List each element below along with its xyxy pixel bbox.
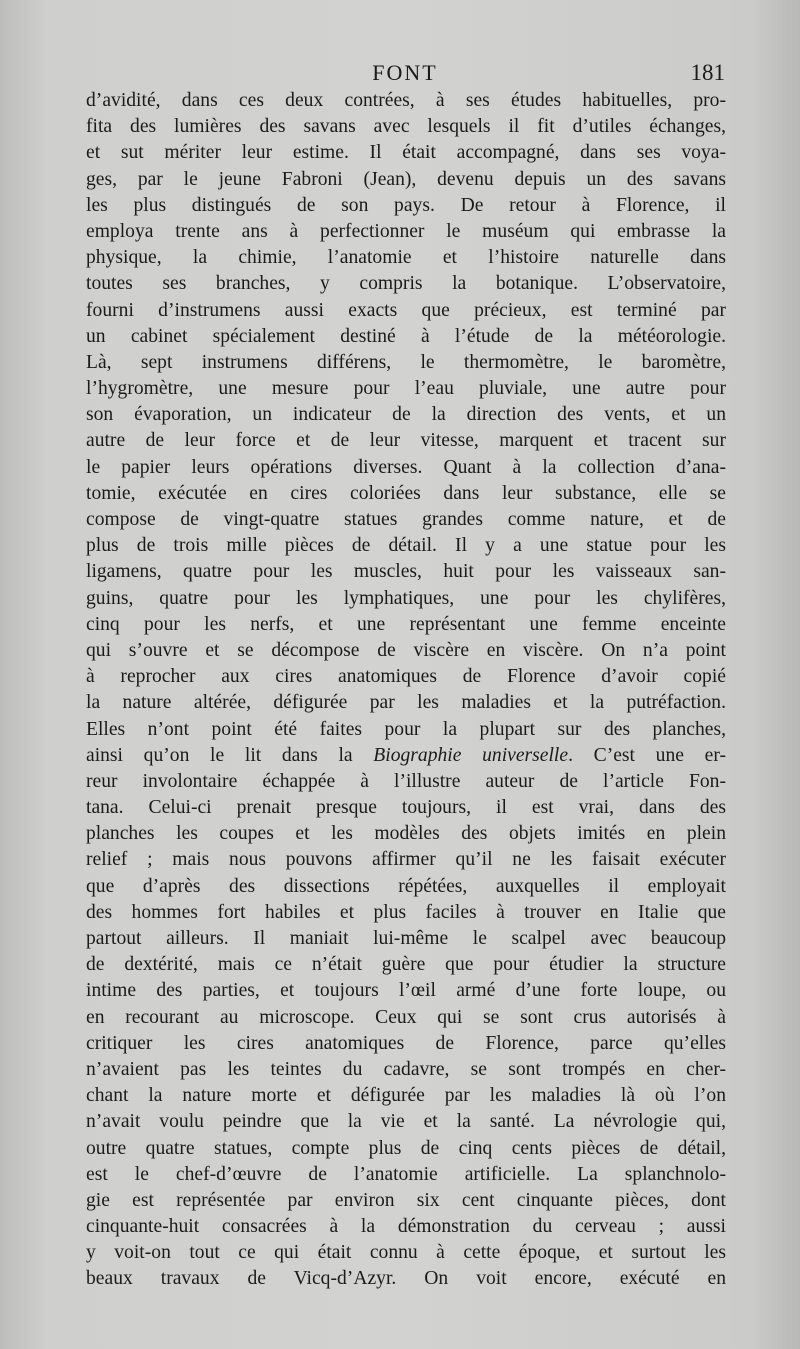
text-line: le papier leurs opérations diverses. Quant à la collection d’ana- [86,456,726,478]
text-line: ligamens, quatre pour les muscles, huit pour les vaisseaux san- [86,561,726,583]
text-line: les plus distingués de son pays. De retour à Florence, il [86,194,726,216]
text-line: n’avait voulu peindre que la vie et la santé. La névrologie qui, [86,1111,726,1133]
text-line: à reprocher aux cires anatomiques de Florence d’avoir copié [86,666,726,688]
text-line: que d’après des dissections répétées, auxquelles il employait [86,875,726,897]
text-line: intime des parties, et toujours l’œil armé d’une forte loupe, ou [86,980,726,1002]
text-line: tana. Celui-ci prenait presque toujours, il est vrai, dans des [86,797,726,819]
text-line: reur involontaire échappée à l’illustre auteur de l’article Fon- [86,770,726,792]
text-line: guins, quatre pour les lymphatiques, une pour les chylifères, [86,587,726,609]
text-line: ainsi qu’on le lit dans la Biographie universelle. C’est une er- [86,744,726,766]
text-line: Là, sept instrumens différens, le thermomètre, le baromètre, [86,351,726,373]
text-line: des hommes fort habiles et plus faciles à trouver en Italie que [86,901,726,923]
text-line: son évaporation, un indicateur de la direction des vents, et un [86,404,726,426]
text-line: employa trente ans à perfectionner le muséum qui embrasse la [86,220,726,242]
running-head [85,60,725,90]
text-line: cinquante-huit consacrées à la démonstration du cerveau ; aussi [86,1216,726,1238]
text-line: d’avidité, dans ces deux contrées, à ses études habituelles, pro- [86,90,726,111]
text-line: plus de trois mille pièces de détail. Il y a une statue pour les [86,535,726,557]
text-line: de dextérité, mais ce n’était guère que pour étudier la structure [86,954,726,976]
text-line: partout ailleurs. Il maniait lui-même le scalpel avec beaucoup [86,928,726,949]
text-line: planches les coupes et les modèles des objets imités en plein [86,823,726,845]
text-line: y voit-on tout ce qui était connu à cette époque, et surtout les [86,1242,726,1264]
text-line: qui s’ouvre et se décompose de viscère en viscère. On n’a point [86,639,726,661]
text-line: ges, par le jeune Fabroni (Jean), devenu depuis un des savans [86,168,726,190]
text-line: autre de leur force et de leur vitesse, marquent et tracent sur [86,430,726,452]
page-number: 181 [690,60,725,85]
text-line: Elles n’ont point été faites pour la plupart sur des planches, [86,718,726,740]
text-line: compose de vingt-quatre statues grandes comme nature, et de [86,509,726,530]
text-line: tomie, exécutée en cires coloriées dans leur substance, elle se [86,482,726,504]
text-line: toutes ses branches, y compris la botanique. L’observatoire, [86,273,726,295]
text-line: la nature altérée, défigurée par les maladies et la putréfaction. [86,692,726,714]
text-line: fita des lumières des savans avec lesquels il fit d’utiles échanges, [86,116,726,138]
running-title: FONT [372,60,438,85]
text-line: outre quatre statues, compte plus de cinq cents pièces de détail, [86,1137,726,1159]
text-line: chant la nature morte et défigurée par les maladies là où l’on [86,1085,726,1107]
text-line: et sut mériter leur estime. Il était accompagné, dans ses voya- [86,142,726,164]
text-line: relief ; mais nous pouvons affirmer qu’il ne les faisait exécuter [86,849,726,871]
text-line: un cabinet spécialement destiné à l’étude de la météorologie. [86,325,726,347]
text-line: gie est représentée par environ six cent cinquante pièces, dont [86,1189,726,1211]
text-line: n’avaient pas les teintes du cadavre, se sont trompés en cher- [86,1058,726,1080]
text-line: cinq pour les nerfs, et une représentant une femme enceinte [86,613,726,635]
text-line: en recourant au microscope. Ceux qui se sont crus autorisés à [86,1006,726,1028]
text-line: beaux travaux de Vicq-d’Azyr. On voit encore, exécuté en [86,1268,726,1290]
text-line: l’hygromètre, une mesure pour l’eau pluviale, une autre pour [86,378,726,400]
text-line: physique, la chimie, l’anatomie et l’histoire naturelle dans [86,247,726,269]
text-line: est le chef-d’œuvre de l’anatomie artificielle. La splanchnolo- [86,1163,726,1185]
body-text [86,88,726,1293]
text-line: fourni d’instrumens aussi exacts que précieux, est terminé par [86,299,726,321]
text-line: critiquer les cires anatomiques de Florence, parce qu’elles [86,1032,726,1054]
italic-title: Biographie universelle [373,744,569,766]
